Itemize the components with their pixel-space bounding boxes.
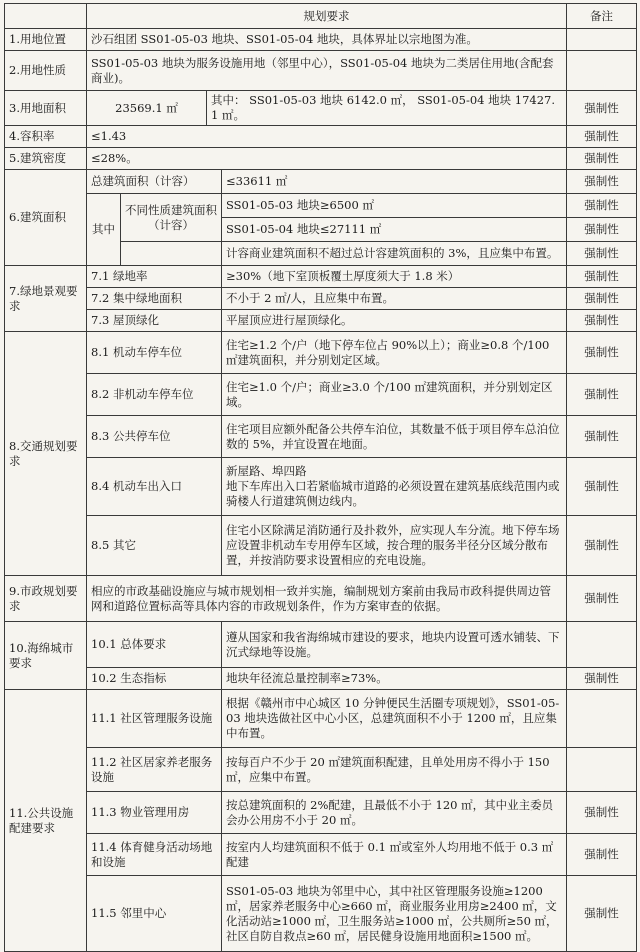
row-value: 按每百户不少于 20 ㎡建筑面积配建，且单处用房不得小于 150 ㎡，应集中布置。 bbox=[222, 748, 567, 792]
table-row bbox=[5, 748, 637, 792]
row-value: 住宅项目应额外配备公共停车泊位，其数量不低于项目停车总泊位数的 5%，并宜设置在地面。 bbox=[222, 416, 567, 458]
row-value: SS01-05-04 地块≤27111 ㎡ bbox=[222, 218, 567, 242]
row-label: 3.用地面积 bbox=[5, 91, 87, 126]
mandatory-note: 强制性 bbox=[567, 194, 637, 218]
table-row bbox=[5, 194, 637, 218]
sub-label: 10.2 生态指标 bbox=[87, 668, 222, 690]
sub-label: 8.4 机动车出入口 bbox=[87, 458, 222, 516]
mandatory-note: 强制性 bbox=[567, 374, 637, 416]
mandatory-note: 强制性 bbox=[567, 576, 637, 622]
table-row bbox=[5, 266, 637, 288]
table-row bbox=[5, 91, 637, 126]
area-total: 23569.1 ㎡ bbox=[87, 91, 207, 126]
row-label: 1.用地位置 bbox=[5, 29, 87, 51]
mandatory-note: 强制性 bbox=[567, 458, 637, 516]
mandatory-note: 强制性 bbox=[567, 288, 637, 310]
note-cell bbox=[567, 51, 637, 91]
table-row bbox=[5, 516, 637, 576]
sub-label: 11.1 社区管理服务设施 bbox=[87, 690, 222, 748]
header-note: 备注 bbox=[567, 4, 637, 29]
note-cell bbox=[567, 690, 637, 748]
row-label: 6.建筑面积 bbox=[5, 170, 87, 266]
row-value: 计容商业建筑面积不超过总计容建筑面积的 3%，且应集中布置。 bbox=[222, 242, 567, 266]
header-requirement: 规划要求 bbox=[87, 4, 567, 29]
row-label: 4.容积率 bbox=[5, 126, 87, 148]
header-row bbox=[5, 4, 637, 29]
sub-label: 11.5 邻里中心 bbox=[87, 876, 222, 952]
row-label: 9.市政规划要求 bbox=[5, 576, 87, 622]
mandatory-note: 强制性 bbox=[567, 266, 637, 288]
row-value: 遵从国家和我省海绵城市建设的要求，地块内设置可透水铺装、下沉式绿地等设施。 bbox=[222, 622, 567, 668]
mandatory-note: 强制性 bbox=[567, 310, 637, 332]
row-label: 5.建筑密度 bbox=[5, 148, 87, 170]
table-row bbox=[5, 576, 637, 622]
note-cell bbox=[567, 622, 637, 668]
sub-label: 8.1 机动车停车位 bbox=[87, 332, 222, 374]
row-value: SS01-05-03 地块≥6500 ㎡ bbox=[222, 194, 567, 218]
sub-label: 7.2 集中绿地面积 bbox=[87, 288, 222, 310]
row-label: 2.用地性质 bbox=[5, 51, 87, 91]
table-row bbox=[5, 148, 637, 170]
row-label: 11.公共设施配建要求 bbox=[5, 690, 87, 952]
row-value: ≥30%（地下室顶板覆土厚度须大于 1.8 米） bbox=[222, 266, 567, 288]
table-row bbox=[5, 792, 637, 834]
row-value: 其中： SS01-05-03 地块 6142.0 ㎡， SS01-05-04 地块 17427.1 ㎡。 bbox=[207, 91, 567, 126]
sub-label: 8.2 非机动车停车位 bbox=[87, 374, 222, 416]
mandatory-note: 强制性 bbox=[567, 834, 637, 876]
table-row bbox=[5, 622, 637, 668]
table-row bbox=[5, 332, 637, 374]
sub-label: 11.2 社区居家养老服务设施 bbox=[87, 748, 222, 792]
row-label: 10.海绵城市要求 bbox=[5, 622, 87, 690]
row-value: 住宅≥1.2 个/户（地下停车位占 90%以上）；商业≥0.8 个/100 ㎡建筑面积，并分别划定区域。 bbox=[222, 332, 567, 374]
row-value: 不小于 2 ㎡/人，且应集中布置。 bbox=[222, 288, 567, 310]
row-value: ≤28%。 bbox=[87, 148, 567, 170]
mandatory-note: 强制性 bbox=[567, 516, 637, 576]
row-label: 8.交通规划要求 bbox=[5, 332, 87, 576]
table-row bbox=[5, 690, 637, 748]
sub-label: 总建筑面积（计容） bbox=[87, 170, 222, 194]
sub-label: 11.4 体育健身活动场地和设施 bbox=[87, 834, 222, 876]
row-value: 平屋顶应进行屋顶绿化。 bbox=[222, 310, 567, 332]
sub-label: 10.1 总体要求 bbox=[87, 622, 222, 668]
sub-label: 7.1 绿地率 bbox=[87, 266, 222, 288]
mandatory-note: 强制性 bbox=[567, 91, 637, 126]
row-value: 按室内人均建筑面积不低于 0.1 ㎡或室外人均用地不低于 0.3 ㎡配建 bbox=[222, 834, 567, 876]
mandatory-note: 强制性 bbox=[567, 126, 637, 148]
table-row bbox=[5, 170, 637, 194]
header-blank bbox=[5, 4, 87, 29]
table-row bbox=[5, 126, 637, 148]
row-value: ≤1.43 bbox=[87, 126, 567, 148]
sub-label: 8.3 公共停车位 bbox=[87, 416, 222, 458]
row-value: 按总建筑面积的 2%配建，且最低不小于 120 ㎡，其中业主委员会办公用房不小于 20 ㎡。 bbox=[222, 792, 567, 834]
mandatory-note: 强制性 bbox=[567, 792, 637, 834]
table-row bbox=[5, 29, 637, 51]
mandatory-note: 强制性 bbox=[567, 332, 637, 374]
sub-label: 7.3 屋顶绿化 bbox=[87, 310, 222, 332]
table-row bbox=[5, 310, 637, 332]
table-row bbox=[5, 876, 637, 952]
mandatory-note: 强制性 bbox=[567, 218, 637, 242]
row-value: 相应的市政基础设施应与城市规划相一致并实施，编制规划方案前由我局市政科提供周边管网和道路位置标高等具体内容的市政规划条件，作为方案审查的依据。 bbox=[87, 576, 567, 622]
row-value: 住宅小区除满足消防通行及扑救外，应实现人车分流。地下停车场应设置非机动车专用停车区域，按合理的服务半径分区域分散布置，并按消防要求设置相应的充电设施。 bbox=[222, 516, 567, 576]
note-cell bbox=[567, 29, 637, 51]
table-row bbox=[5, 51, 637, 91]
sub-label: 不同性质建筑面积（计容） bbox=[121, 194, 222, 242]
planning-requirements-table bbox=[4, 3, 637, 952]
mandatory-note: 强制性 bbox=[567, 416, 637, 458]
row-value: 地块年径流总量控制率≥73%。 bbox=[222, 668, 567, 690]
row-value: 住宅≥1.0 个/户；商业≥3.0 个/100 ㎡建筑面积，并分别划定区域。 bbox=[222, 374, 567, 416]
blank-cell bbox=[121, 242, 222, 266]
sub-label: 11.3 物业管理用房 bbox=[87, 792, 222, 834]
row-value: SS01-05-03 地块为邻里中心，其中社区管理服务设施≥1200 ㎡，居家养老服务中心≥660 ㎡，商业服务业用房≥2400 ㎡，文化活动站≥1000 ㎡，卫生服务站≥1000 ㎡，公共厕所≥50 ㎡，社区自防自救点≥60 ㎡，居民健身设施用地面积≥1500 ㎡。 bbox=[222, 876, 567, 952]
mandatory-note: 强制性 bbox=[567, 242, 637, 266]
table-row bbox=[5, 834, 637, 876]
table-row bbox=[5, 416, 637, 458]
table-row bbox=[5, 458, 637, 516]
mandatory-note: 强制性 bbox=[567, 668, 637, 690]
table-row bbox=[5, 374, 637, 416]
row-value: 新屋路、埠四路 地下车库出入口若紧临城市道路的必须设置在建筑基底线范围内或骑楼人行道建筑侧边线内。 bbox=[222, 458, 567, 516]
sub-label: 8.5 其它 bbox=[87, 516, 222, 576]
mandatory-note: 强制性 bbox=[567, 170, 637, 194]
note-cell bbox=[567, 748, 637, 792]
row-value: 沙石组团 SS01-05-03 地块、SS01-05-04 地块，具体界址以宗地图为准。 bbox=[87, 29, 567, 51]
mandatory-note: 强制性 bbox=[567, 876, 637, 952]
among-label: 其中 bbox=[87, 194, 121, 266]
row-value: ≤33611 ㎡ bbox=[222, 170, 567, 194]
row-value: 根据《赣州市中心城区 10 分钟便民生活圈专项规划》，SS01-05-03 地块选做社区中心小区，总建筑面积不小于 1200 ㎡，且应集中布置。 bbox=[222, 690, 567, 748]
mandatory-note: 强制性 bbox=[567, 148, 637, 170]
table-row bbox=[5, 288, 637, 310]
table-row bbox=[5, 668, 637, 690]
row-label: 7.绿地景观要求 bbox=[5, 266, 87, 332]
row-value: SS01-05-03 地块为服务设施用地（邻里中心），SS01-05-04 地块为二类居住用地(含配套商业)。 bbox=[87, 51, 567, 91]
